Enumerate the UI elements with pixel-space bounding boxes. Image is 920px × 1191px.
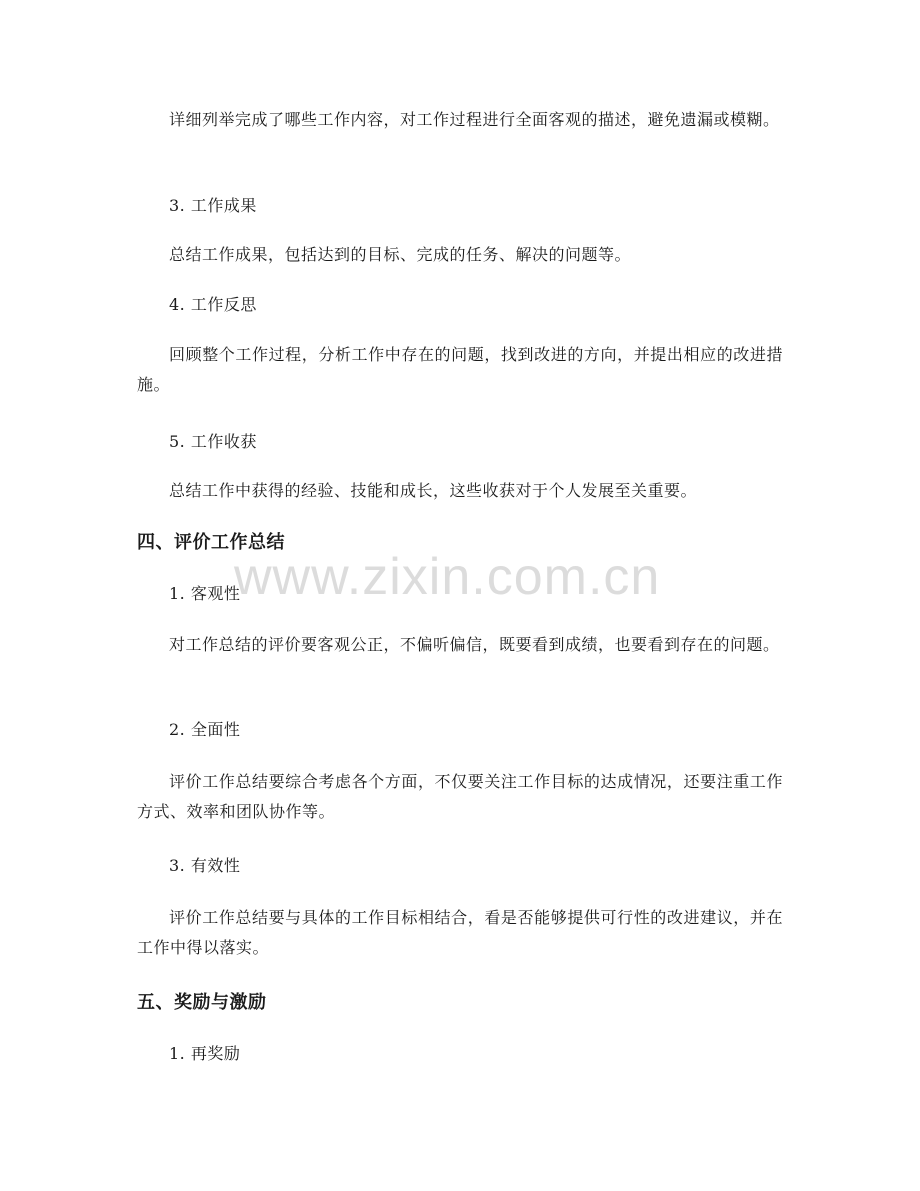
paragraph-work-content: 详细列举完成了哪些工作内容，对工作过程进行全面客观的描述，避免遗漏或模糊。 xyxy=(169,110,780,129)
paragraph-work-gains: 总结工作中获得的经验、技能和成长，这些收获对于个人发展至关重要。 xyxy=(169,481,698,500)
paragraph-work-reflection: 回顾整个工作过程，分析工作中存在的问题，找到改进的方向，并提出相应的改进措施。 xyxy=(137,345,783,394)
paragraph-objectivity: 对工作总结的评价要客观公正，不偏听偏信，既要看到成绩，也要看到存在的问题。 xyxy=(169,635,780,654)
subsection-title-work-results: 3. 工作成果 xyxy=(169,196,257,215)
subsection-title-re-reward: 1. 再奖励 xyxy=(169,1044,241,1063)
subsection-title-effectiveness: 3. 有效性 xyxy=(169,856,241,875)
subsection-title-work-reflection: 4. 工作反思 xyxy=(169,295,257,314)
paragraph-effectiveness: 评价工作总结要与具体的工作目标相结合，看是否能够提供可行性的改进建议，并在工作中得以落实。 xyxy=(137,908,783,957)
subsection-title-comprehensiveness: 2. 全面性 xyxy=(169,720,241,739)
subsection-title-objectivity: 1. 客观性 xyxy=(169,584,241,603)
watermark: www.zixin.com.cn xyxy=(234,548,661,606)
subsection-title-work-gains: 5. 工作收获 xyxy=(169,432,257,451)
paragraph-work-results: 总结工作成果，包括达到的目标、完成的任务、解决的问题等。 xyxy=(169,245,632,264)
section-heading-rewards: 五、奖励与激励 xyxy=(137,992,267,1013)
paragraph-comprehensiveness: 评价工作总结要综合考虑各个方面，不仅要关注工作目标的达成情况，还要注重工作方式、效率和团队协作等。 xyxy=(137,772,783,821)
section-heading-evaluation: 四、评价工作总结 xyxy=(137,532,285,553)
